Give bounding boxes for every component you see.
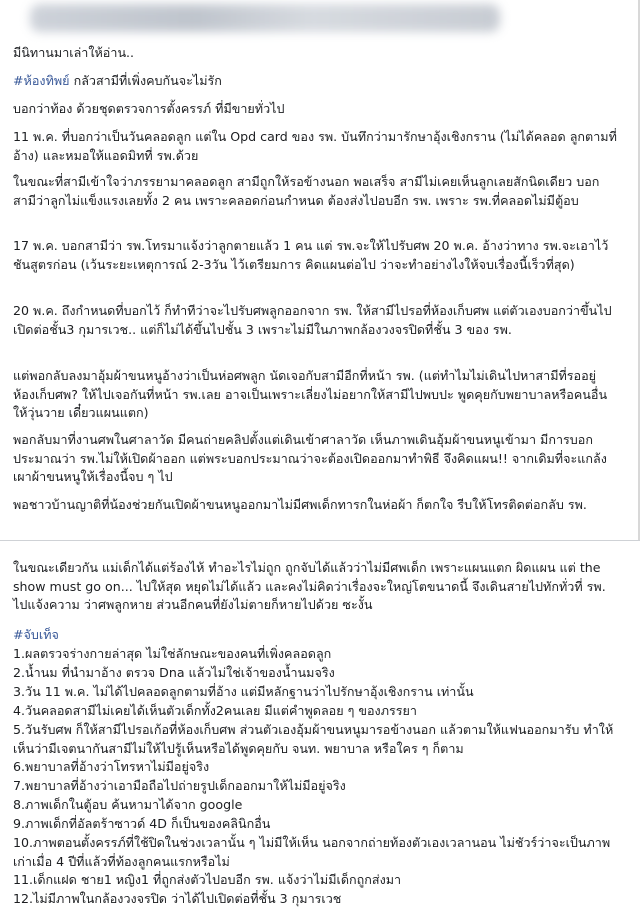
list-item-6: 6.พยาบาลที่อ้างว่าโทรหาไม่มีอยู่จริง bbox=[13, 759, 210, 774]
list-item-4: 4.วันคลอดสามีไม่เคยได้เห็นตัวเด็กทั้ง2คนเลย มีแต่คำพูดลอย ๆ ของภรรยา bbox=[13, 703, 417, 718]
list-item-5: 5.วันรับศพ ก็ให้สามีไปรอเก้อที่ห้องเก็บศพ ส่วนตัวเองอุ้มผ้าขนหนูมารอข้างนอก แล้วตามให้แฟนออกมารับ ทำให้เห็นว่ามีเจตนากันสามีไม่ให้ไปรู้เห็นหรือได้พูดคุยกับ จนท. พยาบาล หรือใคร ๆ ก็ตาม bbox=[13, 722, 614, 756]
hashtag-line-text: กลัวสามีที่เพิ่งคบกันจะไม่รัก bbox=[69, 73, 222, 88]
list-item-12: 12.ไม่มีภาพในกล้องวงจรปิด ว่าได้ไปเปิดต่อที่ชั้น 3 กุมารเวช bbox=[13, 891, 342, 906]
post-card-2 bbox=[0, 540, 640, 914]
list-item-7: 7.พยาบาลที่อ้างว่าเอามือถือไปถ่ายรูปเด็กออกมาให้ไม่มีอยู่จริง bbox=[13, 778, 346, 793]
list-item-11: 11.เด็กแฝด ชาย1 หญิง1 ที่ถูกส่งตัวไปอบอีก รพ. แจ้งว่าไม่มีเด็กถูกส่งมา bbox=[13, 872, 402, 887]
post-paragraph-4: 17 พ.ค. บอกสามีว่า รพ.โทรมาแจ้งว่าลูกตายแล้ว 1 คน แต่ รพ.จะให้ไปรับศพ 20 พ.ค. อ้างว่าทาง รพ.จะเอาไว้ชันสูตรก่อน (เว้นระยะเหตุการณ์ 2-3วัน ไว้เตรียมการ คิดแผนต่อไป ว่าจะทำอย่างไงให้จบเรื่องนี้เร็วที่สุด) bbox=[13, 238, 609, 272]
post-paragraph-8: พอชาวบ้านญาติที่น้องช่วยกันเปิดผ้าขนหนูออกมาไม่มีศพเด็กทารกในห่อผ้า ก็ตกใจ รีบให้โทรติดต่อกลับ รพ. bbox=[13, 497, 587, 512]
post2-paragraph-1: ในขณะเดียวกัน แม่เด็กได้แต่ร้องไห้ ทำอะไรไม่ถูก ถูกจับได้แล้วว่าไม่มีศพเด็ก เพราะแผนแตก ผิดแผน แต่ the show must go on... ไปให้สุด หยุดไม่ได้แล้ว และคงไม่คิดว่าเรื่องจะใหญ่โตขนาดนี้ จึงเดินสายไปทักทั่วที่ รพ. ไปแจ้งความ ว่าศพลูกหาย ส่วนอีกคนที่ยังไม่ตายก็หายไปด้วย ซะงั้น bbox=[13, 560, 606, 612]
blurred-author-header bbox=[30, 4, 500, 32]
post-paragraph-6: แต่พอกลับลงมาอุ้มผ้าขนหนูอ้างว่าเป็นห่อศพลูก นัดเจอกับสามีอีกที่หน้า รพ. (แต่ทำไมไม่เดินไปหาสามีที่รออยู่ห้องเก็บศพ? ให้ไปเจอกันที่หน้า รพ.เลย อาจเป็นเพราะเลี่ยงไม่อยากให้สามีไปพบปะ พูดคุยกับพยาบาลหรือคนอื่นให้วุ่นวาย เดี๋ยวแผนแตก) bbox=[13, 368, 608, 420]
hashtag-line-2 bbox=[13, 626, 618, 645]
list-item-2: 2.น้ำนม ที่นำมาอ้าง ตรวจ Dna แล้วไม่ใช่เจ้าของน้ำนมจริง bbox=[13, 665, 335, 680]
hashtag-line bbox=[13, 72, 618, 91]
list-item-9: 9.ภาพเด็กที่อัลตร้าซาวด์ 4D ก็เป็นของคลินิกอื่น bbox=[13, 816, 271, 831]
hashtag-link[interactable]: #ห้องทิพย์ bbox=[13, 73, 70, 88]
hashtag-link-2[interactable]: #จับเท็จ bbox=[13, 627, 59, 642]
post-paragraph-5: 20 พ.ค. ถึงกำหนดที่บอกไว้ ก็ทำทีว่าจะไปรับศพลูกออกจาก รพ. ให้สามีไปรอที่ห้องเก็บศพ แต่ตัวเองบอกว่าขึ้นไปเปิดต่อชั้น3 กุมารเวช.. แต่ก็ไม่ได้ขึ้นไปชั้น 3 เพราะไม่มีในภาพกล้องวงจรปิดที่ชั้น 3 ของ รพ. bbox=[13, 303, 612, 337]
list-item-8: 8.ภาพเด็กในตู้อบ ค้นหามาได้จาก google bbox=[13, 797, 243, 812]
post-paragraph-1: บอกว่าท้อง ด้วยชุดตรวจการตั้งครรภ์ ที่มีขายทั่วไป bbox=[13, 101, 285, 116]
list-item-10: 10.ภาพตอนตั้งครรภ์ที่ใช้ปิดในช่วงเวลานั้น ๆ ไม่มีให้เห็น นอกจากถ่ายท้องตัวเองเวลานอน ไม่ชัวร์ว่าจะเป็นภาพเก่าเมื่อ 4 ปีที่แล้วที่ท้องลูกคนแรกหรือไม่ bbox=[13, 835, 611, 869]
post-paragraph-2: 11 พ.ค. ที่บอกว่าเป็นวันคลอดลูก แต่ใน Opd card ของ รพ. บันทึกว่ามารักษาอุ้งเชิงกราน (ไม่ได้คลอด ลูกตามที่อ้าง) และหมอให้แอดมิทที่ รพ.ด้วย bbox=[13, 129, 617, 163]
post-intro: มีนิทานมาเล่าให้อ่าน.. bbox=[13, 45, 135, 60]
post-paragraph-7: พอกลับมาที่งานศพในศาลาวัด มีคนถ่ายคลิปตั้งแต่เดินเข้าศาลาวัด เห็นภาพเดินอุ้มผ้าขนหนูเข้ามา มีการบอกประมาณว่า รพ.ไม่ให้เปิดผ้าออก แต่พระบอกประมาณว่าจะต้องเปิดออกมาทำพิธี จึงคิดแผน!! จากเดิมที่จะแกล้งเผาผ้าขนหนูให้เรื่องนี้จบ ๆ ไป bbox=[13, 432, 607, 484]
list-item-1: 1.ผลตรวจร่างกายล่าสุด ไม่ใช่ลักษณะของคนที่เพิ่งคลอดลูก bbox=[13, 646, 332, 661]
list-item-3: 3.วัน 11 พ.ค. ไม่ได้ไปคลอดลูกตามที่อ้าง แต่มีหลักฐานว่าไปรักษาอุ้งเชิงกราน เท่านั้น bbox=[13, 684, 474, 699]
post-paragraph-3: ในขณะที่สามีเข้าใจว่าภรรยามาคลอดลูก สามีถูกให้รอข้างนอก พอเสร็จ สามีไม่เคยเห็นลูกเลยสักนิดเดียว บอกสามีว่าลูกไม่แข็งแรงเลยทั้ง 2 คน เพราะคลอดก่อนกำหนด ต้องส่งไปอบอีก รพ. เพราะ รพ.ที่คลอดไม่มีตู้อบ bbox=[13, 174, 600, 208]
